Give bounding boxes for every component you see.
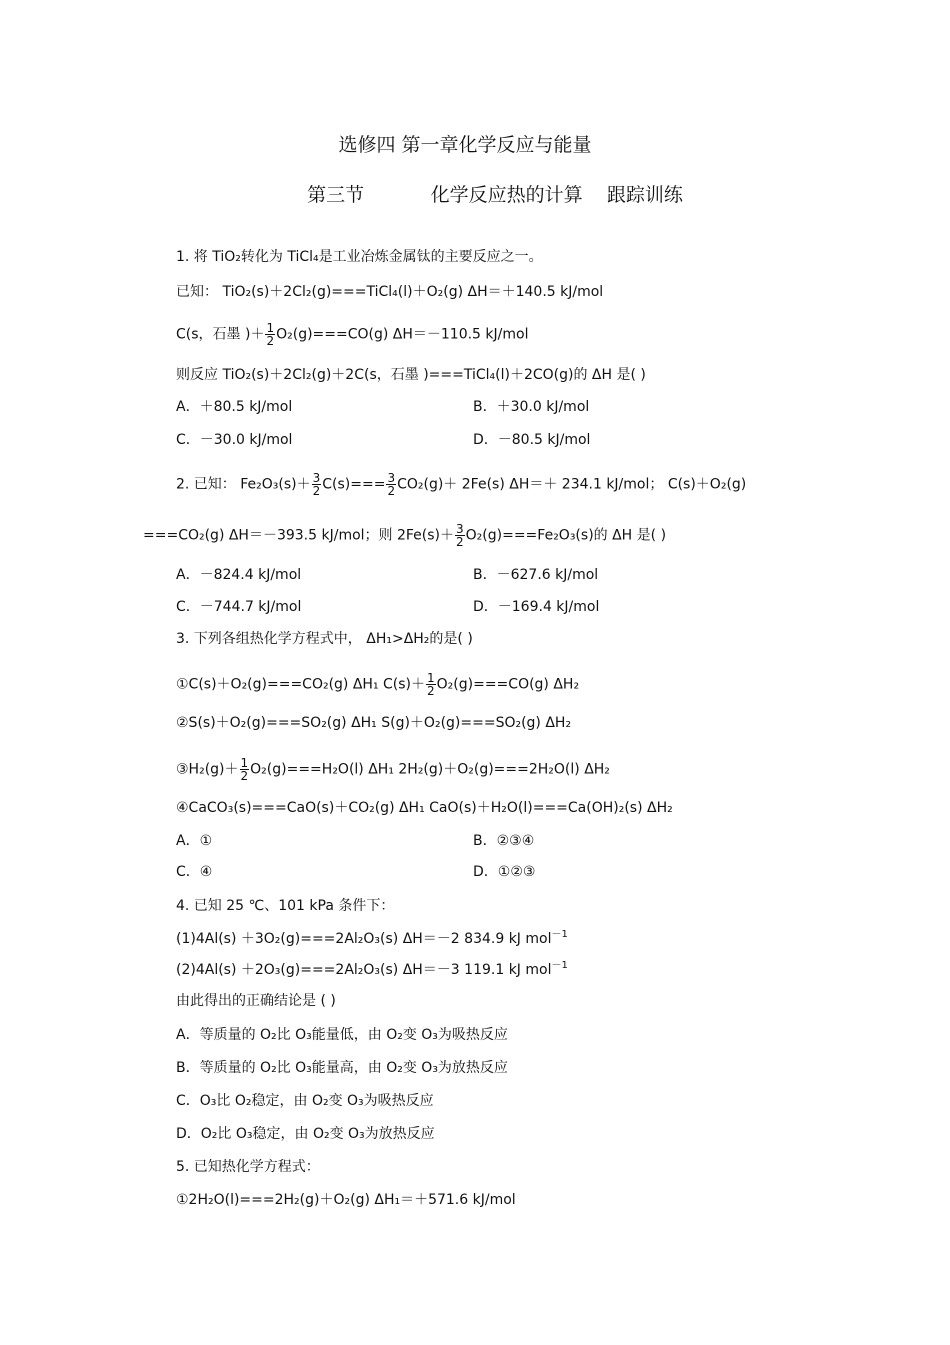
fraction-half: $\frac{1}{2}$ (240, 756, 249, 783)
q4-question: 由此得出的正确结论是 ( ) (176, 993, 336, 1009)
q1-option-a[interactable]: A．＋80.5 kJ/mol (176, 399, 293, 415)
q3-equation-3: ③H₂(g)＋ $\frac{1}{2}$ O₂(g)===H₂O(l) ΔH₁ 2H₂(g)＋O₂(g)===2H₂O(l) ΔH₂ (176, 756, 610, 783)
section-number: 第三节 (307, 184, 365, 206)
q4-equation-2: (2)4Al(s) ＋2O₃(g)===2Al₂O₃(s) ΔH＝－3 119.1 kJ mol$^{-1}$ (176, 960, 568, 978)
q3-option-c[interactable]: C．④ (176, 864, 213, 880)
q4-option-d[interactable]: D．O₂比 O₃稳定，由 O₂变 O₃为放热反应 (176, 1126, 435, 1142)
fraction-half: $\frac{1}{2}$ (427, 671, 435, 698)
q1-known-a: 已知： TiO₂(s)＋2Cl₂(g)===TiCl₄(l)＋O₂(g) ΔH＝＋140.5 kJ/mol (176, 284, 604, 300)
q5-equation-1: ①2H₂O(l)===2H₂(g)＋O₂(g) ΔH₁＝＋571.6 kJ/mol (176, 1192, 516, 1208)
q4-option-b[interactable]: B．等质量的 O₂比 O₃能量高，由 O₂变 O₃为放热反应 (176, 1060, 508, 1076)
q4-stem: 4. 已知 25 ℃、101 kPa 条件下： (176, 898, 395, 914)
section-tag: 跟踪训练 (606, 184, 683, 206)
fraction-three-halves: $\frac{3}{2}$ (456, 522, 464, 549)
q3-option-b[interactable]: B．②③④ (473, 833, 535, 849)
q1-option-d[interactable]: D．－80.5 kJ/mol (473, 432, 591, 448)
fraction-three-halves: $\frac{3}{2}$ (312, 471, 321, 498)
q3-stem: 3. 下列各组热化学方程式中， ΔH₁>ΔH₂的是( ) (176, 631, 473, 647)
q2-stem-line2: ===CO₂(g) ΔH＝－393.5 kJ/mol；则 2Fe(s)＋ $\frac{3}{2}$ O₂(g)===Fe₂O₃(s)的 ΔH 是( ) (143, 522, 667, 549)
fraction-half: $\frac{1}{2}$ (266, 321, 275, 348)
q1-stem: 1. 将 TiO₂转化为 TiCl₄是工业冶炼金属钛的主要反应之一。 (176, 249, 543, 265)
section-name: 化学反应热的计算 (430, 184, 583, 206)
q4-equation-1: (1)4Al(s) ＋3O₂(g)===2Al₂O₃(s) ΔH＝－2 834.9 kJ mol$^{-1}$ (176, 929, 568, 947)
q4-option-a[interactable]: A．等质量的 O₂比 O₃能量低，由 O₂变 O₃为吸热反应 (176, 1027, 508, 1043)
q2-option-a[interactable]: A．－824.4 kJ/mol (176, 567, 302, 583)
q1-option-c[interactable]: C．－30.0 kJ/mol (176, 432, 293, 448)
q2-stem-line1: 2. 已知： Fe₂O₃(s)＋ $\frac{3}{2}$ C(s)=== $\frac{3}{2}$ CO₂(g)＋ 2Fe(s) ΔH＝＋ 234.1 kJ/mol； C(s)＋O₂(g) (176, 471, 747, 498)
q3-equation-4: ④CaCO₃(s)===CaO(s)＋CO₂(g) ΔH₁ CaO(s)＋H₂O(l)===Ca(OH)₂(s) ΔH₂ (176, 800, 673, 816)
q1-option-b[interactable]: B．＋30.0 kJ/mol (473, 399, 590, 415)
q1-known-b: C(s，石墨 )＋ $\frac{1}{2}$ O₂(g)===CO(g) ΔH＝－110.5 kJ/mol (176, 321, 529, 348)
q3-option-d[interactable]: D．①②③ (473, 864, 536, 880)
q5-stem: 5. 已知热化学方程式： (176, 1159, 320, 1175)
q3-option-a[interactable]: A．① (176, 833, 213, 849)
q2-option-d[interactable]: D．－169.4 kJ/mol (473, 599, 600, 615)
q2-option-b[interactable]: B．－627.6 kJ/mol (473, 567, 599, 583)
section-title (20, 180, 950, 207)
q3-equation-2: ②S(s)＋O₂(g)===SO₂(g) ΔH₁ S(g)＋O₂(g)===SO₂(g) ΔH₂ (176, 715, 572, 731)
fraction-three-halves: $\frac{3}{2}$ (387, 471, 396, 498)
q1-question: 则反应 TiO₂(s)＋2Cl₂(g)＋2C(s，石墨 )===TiCl₄(l)＋2CO(g)的 ΔH 是( ) (176, 367, 646, 383)
q3-equation-1: ①C(s)＋O₂(g)===CO₂(g) ΔH₁ C(s)＋ $\frac{1}{2}$ O₂(g)===CO(g) ΔH₂ (176, 671, 580, 698)
page-title: 选修四 第一章化学反应与能量 (338, 134, 592, 156)
q4-option-c[interactable]: C．O₃比 O₂稳定，由 O₂变 O₃为吸热反应 (176, 1093, 434, 1109)
q2-option-c[interactable]: C．－744.7 kJ/mol (176, 599, 302, 615)
